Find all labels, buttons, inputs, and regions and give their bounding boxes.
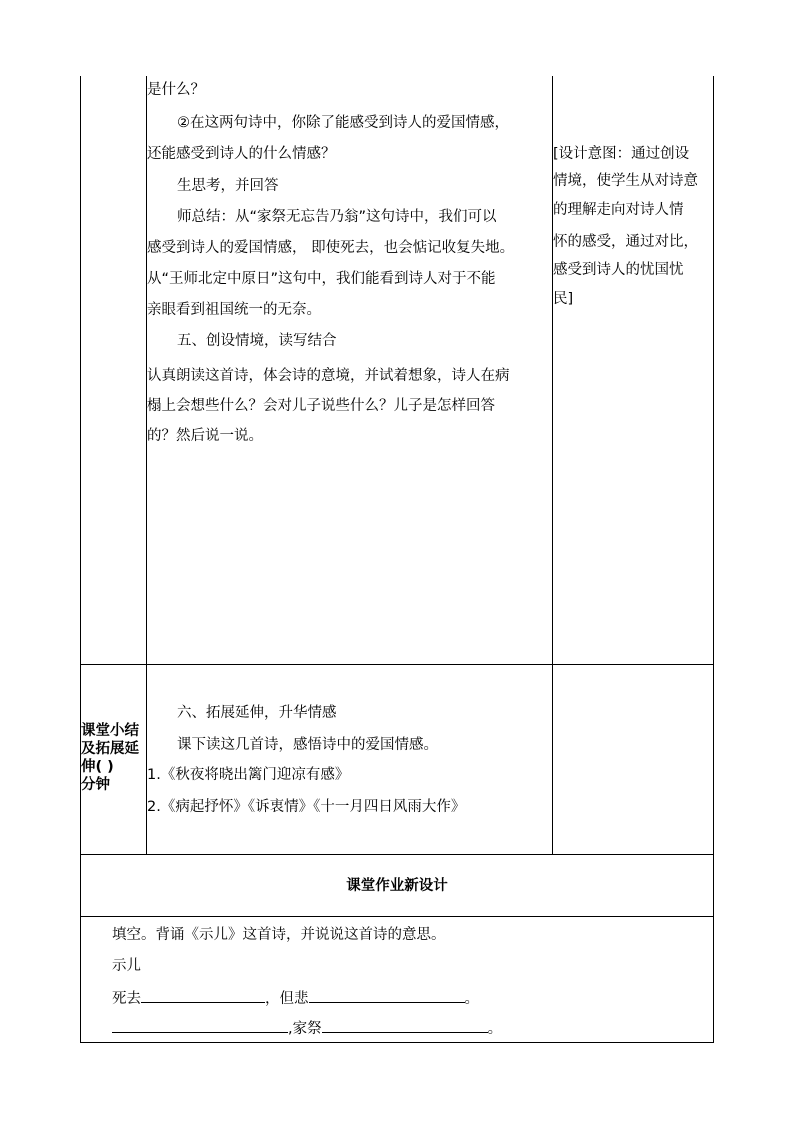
fill-text: 。 xyxy=(487,1021,503,1037)
fill-line-1 xyxy=(112,988,479,1009)
homework-instruction: 填空。背诵《示儿》这首诗，并说说这首诗的意思。 xyxy=(112,927,446,943)
design-intent-line: 感受到诗人的忧国忧 xyxy=(553,262,684,278)
teaching-line: 从“王师北定中原日”这句中，我们能看到诗人对于不能 xyxy=(147,271,496,287)
extension-label-line: 分钟 xyxy=(81,777,110,793)
design-intent-line: 民] xyxy=(553,291,574,307)
teaching-line: 的？然后说一说。 xyxy=(147,428,263,444)
row-divider-3 xyxy=(80,916,714,917)
reading-item: 1.《秋夜将晓出篱门迎凉有感》 xyxy=(147,767,350,783)
table-border-right xyxy=(713,76,714,1043)
design-intent-line: 情境，使学生从对诗意 xyxy=(553,173,698,189)
extension-label-line: 伸( ) xyxy=(81,759,114,775)
design-intent-line: [设计意图：通过创设 xyxy=(553,146,690,162)
extension-label xyxy=(81,722,147,794)
fill-text: 死去 xyxy=(112,991,141,1007)
fill-blank[interactable] xyxy=(112,1018,288,1033)
design-intent-line: 的理解走向对诗人情 xyxy=(553,202,684,218)
fill-blank[interactable] xyxy=(141,988,265,1003)
column-divider-2 xyxy=(552,76,553,854)
teaching-line: 认真朗读这首诗，体会诗的意境，并试着想象，诗人在病 xyxy=(147,368,510,384)
section-heading: 五、创设情境，读写结合 xyxy=(177,333,337,349)
fill-text: 。 xyxy=(464,991,479,1007)
extension-label-line: 课堂小结 xyxy=(81,723,139,739)
teaching-line: 生思考，并回答 xyxy=(177,178,279,194)
teaching-line: 还能感受到诗人的什么情感？ xyxy=(147,146,336,162)
row-divider-2 xyxy=(80,854,714,855)
homework-title: 课堂作业新设计 xyxy=(346,878,448,894)
teaching-line: 是什么？ xyxy=(147,82,205,98)
teaching-line: 师总结：从“家祭无忘告乃翁”这句诗中，我们可以 xyxy=(177,209,497,225)
fill-text: ,家祭 xyxy=(288,1021,322,1037)
teaching-line: 榻上会想些什么？会对儿子说些什么？儿子是怎样回答 xyxy=(147,398,495,414)
poem-title: 示儿 xyxy=(112,958,141,974)
extension-label-line: 及拓展延 xyxy=(81,741,139,757)
teaching-line: ②在这两句诗中，你除了能感受到诗人的爱国情感， xyxy=(177,115,509,131)
fill-blank[interactable] xyxy=(309,988,465,1003)
fill-blank[interactable] xyxy=(322,1018,488,1033)
table-border-left xyxy=(80,76,81,1043)
extension-line: 课下读这几首诗，感悟诗中的爱国情感。 xyxy=(177,737,438,753)
design-intent-line: 怀的感受，通过对比， xyxy=(553,234,698,250)
fill-text: ，但悲 xyxy=(265,991,309,1007)
section-heading: 六、拓展延伸，升华情感 xyxy=(177,705,337,721)
table-border-bottom xyxy=(80,1042,714,1043)
row-divider-1 xyxy=(80,664,714,665)
reading-item: 2.《病起抒怀》《诉衷情》《十一月四日风雨大作》 xyxy=(147,799,466,815)
teaching-line: 感受到诗人的爱国情感， 即使死去，也会惦记收复失地。 xyxy=(147,240,515,256)
fill-line-2 xyxy=(112,1018,502,1039)
teaching-line: 亲眼看到祖国统一的无奈。 xyxy=(147,302,321,318)
